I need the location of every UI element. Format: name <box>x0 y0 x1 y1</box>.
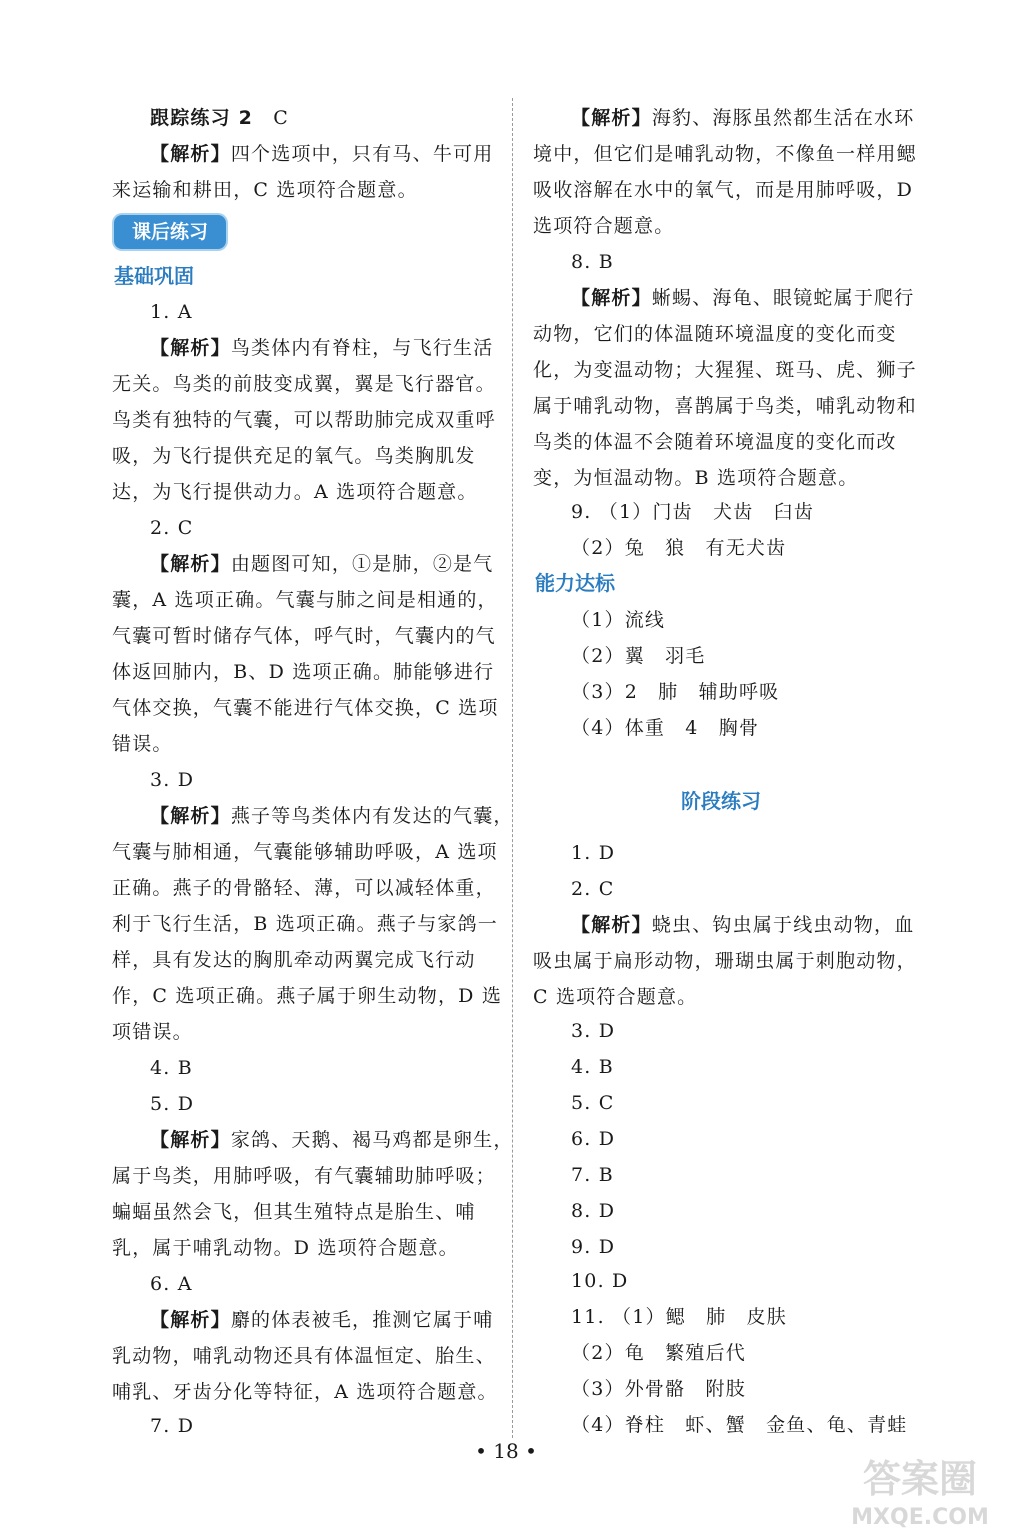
explanation-line: 气体交换，气囊不能进行气体交换，C 选项 <box>112 697 499 719</box>
answer-item: （4）体重 4 胸骨 <box>571 717 760 739</box>
explanation-line: 属于鸟类，用肺呼吸，有气囊辅助肺呼吸； <box>112 1165 496 1187</box>
explanation-line: 蝙蝠虽然会飞，但其生殖特点是胎生、哺 <box>112 1201 476 1223</box>
stage-practice-title: 阶段练习 <box>681 789 761 813</box>
explanation-line: 鸟类有独特的气囊，可以帮助肺完成双重呼 <box>112 409 496 431</box>
answer-item: 11. （1）鳃 肺 皮肤 <box>571 1306 787 1328</box>
explanation-line: 作，C 选项正确。燕子属于卵生动物，D 选 <box>112 985 503 1007</box>
explanation-line: 【解析】家鸽、天鹅、褐马鸡都是卵生， <box>150 1129 514 1151</box>
explanation-line: 【解析】蜥蜴、海龟、眼镜蛇属于爬行 <box>571 287 915 309</box>
answer-item: 4. B <box>571 1056 614 1078</box>
answer-item: 1. A <box>150 301 193 323</box>
analysis-tag: 【解析】 <box>150 1309 231 1331</box>
answer-item: 3. D <box>150 769 195 791</box>
analysis-tag: 【解析】 <box>150 1129 231 1151</box>
explanation-line: 项错误。 <box>112 1021 193 1043</box>
answer-item: 5. C <box>571 1092 615 1114</box>
exercise-title: 跟踪练习 2 <box>150 107 254 129</box>
page-number: • 18 • <box>475 1439 537 1463</box>
explanation-line: 【解析】由题图可知，①是肺，②是气 <box>150 553 494 575</box>
answer-item: 10. D <box>571 1270 629 1292</box>
explanation-line: 变，为恒温动物。B 选项符合题意。 <box>533 467 859 489</box>
explanation-line: 选项符合题意。 <box>533 215 675 237</box>
explanation-line: 错误。 <box>112 733 173 755</box>
explanation-line: C 选项符合题意。 <box>533 986 698 1008</box>
analysis-tag: 【解析】 <box>571 287 652 309</box>
explanation-line: 动物，它们的体温随环境温度的变化而变 <box>533 323 897 345</box>
explanation-line: 气囊可暂时储存气体，呼气时，气囊内的气 <box>112 625 496 647</box>
explanation-line: 吸虫属于扁形动物，珊瑚虫属于刺胞动物， <box>533 950 917 972</box>
explanation-line: 无关。鸟类的前肢变成翼，翼是飞行器官。 <box>112 373 496 395</box>
explanation-line: 【解析】鸟类体内有脊柱，与飞行生活 <box>150 337 494 359</box>
svg-text:答案圈: 答案圈 <box>862 1457 978 1501</box>
answer-item: 1. D <box>571 842 616 864</box>
explanation-line: 乳，属于哺乳动物。D 选项符合题意。 <box>112 1237 459 1259</box>
answer-item: 3. D <box>571 1020 616 1042</box>
explanation-line: 化，为变温动物；大猩猩、斑马、虎、狮子 <box>533 359 917 381</box>
answer-item: （1）流线 <box>571 609 666 631</box>
explanation-line: 【解析】蛲虫、钩虫属于线虫动物，血 <box>571 914 915 936</box>
explanation-line: 境中，但它们是哺乳动物，不像鱼一样用鳃 <box>533 143 917 165</box>
analysis-tag: 【解析】 <box>150 553 231 575</box>
explanation-line: 【解析】四个选项中，只有马、牛可用 <box>150 143 494 165</box>
explanation-line: 【解析】燕子等鸟类体内有发达的气囊， <box>150 805 514 827</box>
answer-item: 4. B <box>150 1057 193 1079</box>
watermark-logo-icon <box>836 1446 1004 1530</box>
explanation-line: 囊，A 选项正确。气囊与肺之间是相通的， <box>112 589 498 611</box>
answer-item: 8. D <box>571 1200 616 1222</box>
section-heading-ability: 能力达标 <box>535 571 615 595</box>
explanation-line: 来运输和耕田，C 选项符合题意。 <box>112 179 418 201</box>
answer-item: （3）外骨骼 附肢 <box>571 1378 746 1400</box>
explanation-line: 吸收溶解在水中的氧气，而是用肺呼吸，D <box>533 179 914 201</box>
explanation-line: 样，具有发达的胸肌牵动两翼完成飞行动 <box>112 949 476 971</box>
explanation-line: 【解析】海豹、海豚虽然都生活在水环 <box>571 107 915 129</box>
section-heading-basic: 基础巩固 <box>114 264 194 288</box>
answer-item: （4）脊柱 虾、蟹 金鱼、龟、青蛙 <box>571 1414 908 1436</box>
answer-item: 9. （1）门齿 犬齿 臼齿 <box>571 501 815 523</box>
answer-item: 2. C <box>571 878 615 900</box>
explanation-line: 属于哺乳动物，喜鹊属于鸟类，哺乳动物和 <box>533 395 917 417</box>
analysis-tag: 【解析】 <box>150 805 231 827</box>
answer-item: 8. B <box>571 251 614 273</box>
explanation-line: 【解析】麝的体表被毛，推测它属于哺 <box>150 1309 494 1331</box>
section-label: 课后练习 <box>114 215 226 249</box>
answer-item: 9. D <box>571 1236 616 1258</box>
svg-text:MXQE.COM: MXQE.COM <box>851 1505 989 1530</box>
column-divider <box>512 98 513 1438</box>
explanation-line: 利于飞行生活，B 选项正确。燕子与家鸽一 <box>112 913 499 935</box>
analysis-tag: 【解析】 <box>150 337 231 359</box>
answer-item: 6. A <box>150 1273 193 1295</box>
answer-item: 6. D <box>571 1128 616 1150</box>
analysis-tag: 【解析】 <box>150 143 231 165</box>
follow-up-exercise-2 <box>150 105 289 131</box>
answer-item: （2）兔 狼 有无犬齿 <box>571 537 787 559</box>
explanation-line: 鸟类的体温不会随着环境温度的变化而改 <box>533 431 897 453</box>
answer-item: 5. D <box>150 1093 195 1115</box>
explanation-line: 吸，为飞行提供充足的氧气。鸟类胸肌发 <box>112 445 476 467</box>
explanation-line: 哺乳、牙齿分化等特征，A 选项符合题意。 <box>112 1381 498 1403</box>
explanation-line: 乳动物，哺乳动物还具有体温恒定、胎生、 <box>112 1345 496 1367</box>
explanation-line: 体返回肺内，B、D 选项正确。肺能够进行 <box>112 661 495 683</box>
answer-item: 7. B <box>571 1164 614 1186</box>
analysis-tag: 【解析】 <box>571 914 652 936</box>
answer-item: （2）翼 羽毛 <box>571 645 706 667</box>
answer-item: 7. D <box>150 1415 195 1437</box>
answer: C <box>273 107 289 129</box>
analysis-tag: 【解析】 <box>571 107 652 129</box>
answer-item: （2）龟 繁殖后代 <box>571 1342 746 1364</box>
answer-item: 2. C <box>150 517 194 539</box>
answer-item: （3）2 肺 辅助呼吸 <box>571 681 780 703</box>
explanation-line: 正确。燕子的骨骼轻、薄，可以减轻体重， <box>112 877 496 899</box>
explanation-line: 达，为飞行提供动力。A 选项符合题意。 <box>112 481 478 503</box>
explanation-line: 气囊与肺相通，气囊能够辅助呼吸，A 选项 <box>112 841 498 863</box>
